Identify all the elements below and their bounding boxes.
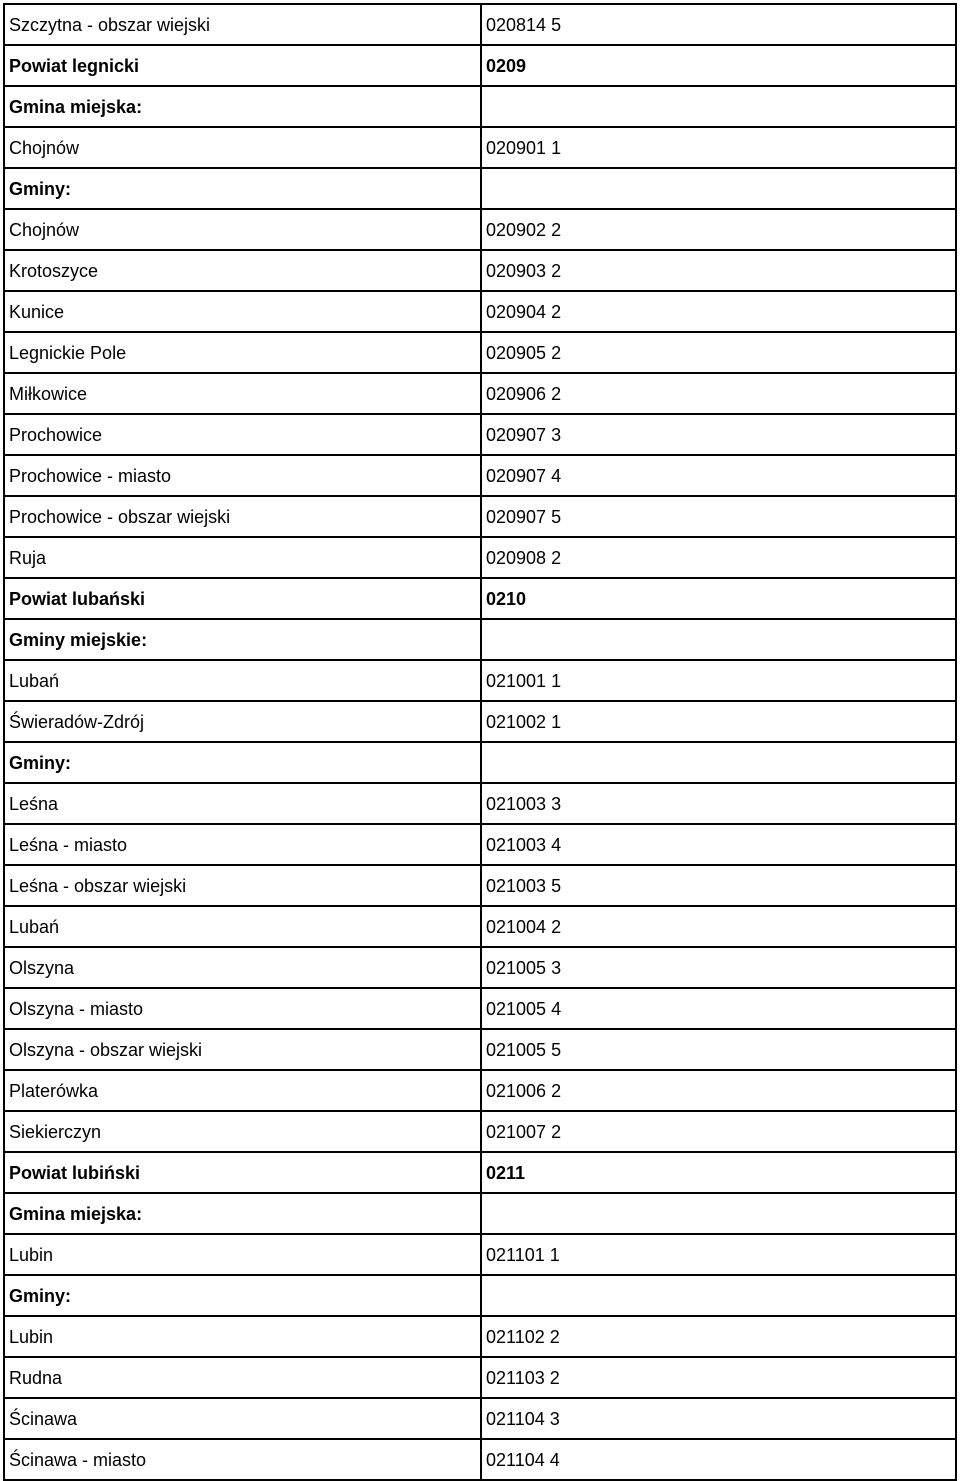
table-row	[4, 4, 956, 45]
table-row	[4, 1111, 956, 1152]
unit-name-cell: Gmina miejska:	[4, 86, 481, 127]
unit-code-cell	[481, 168, 956, 209]
unit-name-cell: Gminy:	[4, 1275, 481, 1316]
unit-name-cell: Powiat legnicki	[4, 45, 481, 86]
unit-code-cell: 021002 1	[481, 701, 956, 742]
unit-name-cell: Ścinawa	[4, 1398, 481, 1439]
unit-name-cell: Kunice	[4, 291, 481, 332]
unit-code-cell: 020814 5	[481, 4, 956, 45]
unit-name-cell: Krotoszyce	[4, 250, 481, 291]
unit-name-cell: Chojnów	[4, 209, 481, 250]
unit-code-cell: 0210	[481, 578, 956, 619]
unit-code-cell: 021005 5	[481, 1029, 956, 1070]
unit-code-cell: 020904 2	[481, 291, 956, 332]
unit-code-cell	[481, 619, 956, 660]
table-row	[4, 947, 956, 988]
table-row-heading	[4, 86, 956, 127]
table-row	[4, 414, 956, 455]
unit-code-cell: 021104 4	[481, 1439, 956, 1480]
unit-name-cell: Świeradów-Zdrój	[4, 701, 481, 742]
table-row	[4, 127, 956, 168]
unit-name-cell: Gmina miejska:	[4, 1193, 481, 1234]
unit-name-cell: Platerówka	[4, 1070, 481, 1111]
unit-code-cell: 020906 2	[481, 373, 956, 414]
table-row	[4, 537, 956, 578]
unit-code-cell: 020902 2	[481, 209, 956, 250]
table-row	[4, 332, 956, 373]
unit-code-cell: 021104 3	[481, 1398, 956, 1439]
unit-code-cell: 021007 2	[481, 1111, 956, 1152]
table-row	[4, 291, 956, 332]
unit-code-cell: 020905 2	[481, 332, 956, 373]
unit-name-cell: Prochowice - miasto	[4, 455, 481, 496]
unit-name-cell: Olszyna	[4, 947, 481, 988]
unit-name-cell: Olszyna - obszar wiejski	[4, 1029, 481, 1070]
unit-name-cell: Leśna	[4, 783, 481, 824]
unit-code-cell: 0211	[481, 1152, 956, 1193]
unit-code-cell: 021006 2	[481, 1070, 956, 1111]
unit-name-cell: Ścinawa - miasto	[4, 1439, 481, 1480]
unit-code-cell: 020901 1	[481, 127, 956, 168]
table-row	[4, 824, 956, 865]
unit-code-cell: 021003 5	[481, 865, 956, 906]
table-row-heading	[4, 1152, 956, 1193]
unit-code-cell: 0209	[481, 45, 956, 86]
unit-name-cell: Szczytna - obszar wiejski	[4, 4, 481, 45]
unit-name-cell: Lubin	[4, 1316, 481, 1357]
unit-code-cell: 021003 4	[481, 824, 956, 865]
unit-name-cell: Olszyna - miasto	[4, 988, 481, 1029]
table-row-heading	[4, 578, 956, 619]
table-row	[4, 250, 956, 291]
unit-name-cell: Lubań	[4, 660, 481, 701]
table-row-heading	[4, 742, 956, 783]
unit-code-cell	[481, 86, 956, 127]
unit-name-cell: Gminy:	[4, 168, 481, 209]
table-row	[4, 660, 956, 701]
unit-name-cell: Rudna	[4, 1357, 481, 1398]
unit-name-cell: Powiat lubański	[4, 578, 481, 619]
unit-code-cell: 020907 5	[481, 496, 956, 537]
unit-name-cell: Ruja	[4, 537, 481, 578]
unit-code-cell: 021005 3	[481, 947, 956, 988]
table-row	[4, 1070, 956, 1111]
table-row-heading	[4, 1193, 956, 1234]
unit-code-cell	[481, 742, 956, 783]
table-row	[4, 455, 956, 496]
territorial-code-table	[3, 3, 957, 1481]
unit-code-cell	[481, 1275, 956, 1316]
table-row	[4, 1316, 956, 1357]
table-row	[4, 1398, 956, 1439]
unit-name-cell: Lubin	[4, 1234, 481, 1275]
unit-code-cell: 020907 3	[481, 414, 956, 455]
table-row	[4, 906, 956, 947]
table-row	[4, 1234, 956, 1275]
unit-code-cell: 021005 4	[481, 988, 956, 1029]
table-row	[4, 496, 956, 537]
unit-code-cell: 021101 1	[481, 1234, 956, 1275]
table-row	[4, 1357, 956, 1398]
unit-name-cell: Legnickie Pole	[4, 332, 481, 373]
unit-code-cell: 021103 2	[481, 1357, 956, 1398]
unit-name-cell: Chojnów	[4, 127, 481, 168]
unit-name-cell: Siekierczyn	[4, 1111, 481, 1152]
table-row	[4, 865, 956, 906]
unit-code-cell: 021004 2	[481, 906, 956, 947]
unit-code-cell: 021003 3	[481, 783, 956, 824]
unit-code-cell: 020903 2	[481, 250, 956, 291]
unit-code-cell	[481, 1193, 956, 1234]
table-row-heading	[4, 619, 956, 660]
table-row	[4, 1439, 956, 1480]
table-row	[4, 373, 956, 414]
unit-name-cell: Leśna - obszar wiejski	[4, 865, 481, 906]
unit-code-cell: 020907 4	[481, 455, 956, 496]
unit-name-cell: Gminy miejskie:	[4, 619, 481, 660]
unit-name-cell: Powiat lubiński	[4, 1152, 481, 1193]
unit-name-cell: Miłkowice	[4, 373, 481, 414]
unit-code-cell: 020908 2	[481, 537, 956, 578]
table-row-heading	[4, 1275, 956, 1316]
table-row-heading	[4, 168, 956, 209]
table-row	[4, 1029, 956, 1070]
table-row	[4, 209, 956, 250]
unit-name-cell: Lubań	[4, 906, 481, 947]
unit-name-cell: Gminy:	[4, 742, 481, 783]
table-row	[4, 988, 956, 1029]
unit-name-cell: Prochowice - obszar wiejski	[4, 496, 481, 537]
unit-name-cell: Leśna - miasto	[4, 824, 481, 865]
table-body	[4, 4, 956, 1480]
table-row	[4, 701, 956, 742]
unit-code-cell: 021001 1	[481, 660, 956, 701]
unit-name-cell: Prochowice	[4, 414, 481, 455]
table-row	[4, 783, 956, 824]
table-row-heading	[4, 45, 956, 86]
unit-code-cell: 021102 2	[481, 1316, 956, 1357]
